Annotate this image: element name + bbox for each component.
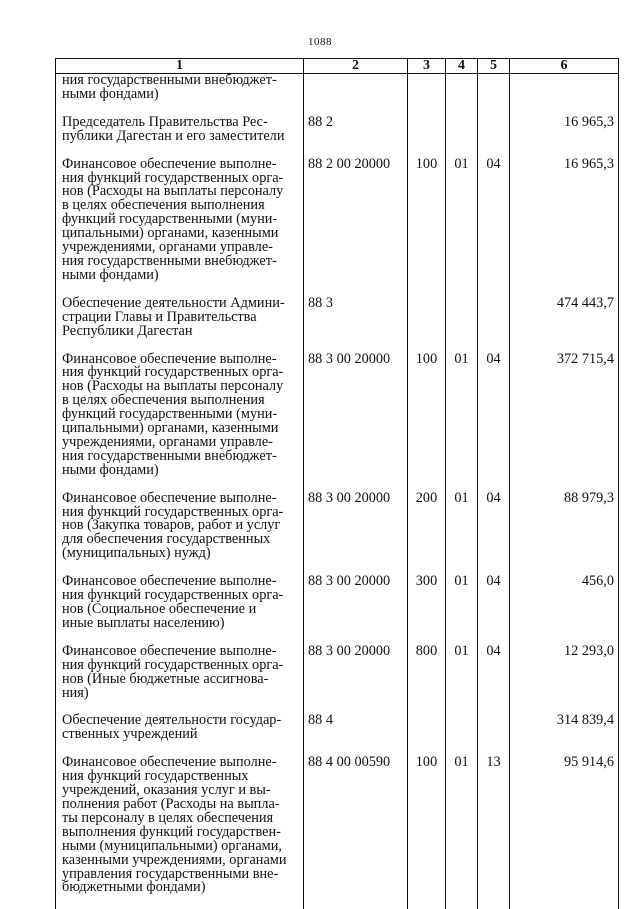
budget-table-container xyxy=(55,58,618,848)
row-amount: 372 715,4 xyxy=(510,353,619,492)
table-row xyxy=(56,714,619,756)
header-col-5: 5 xyxy=(478,59,510,74)
row-description: Председатель Правительства Рес- публики Дагестан и его заместители xyxy=(56,116,304,158)
row-expense-type: 100 xyxy=(408,353,446,492)
header-col-4: 4 xyxy=(446,59,478,74)
table-body xyxy=(56,74,619,909)
table-row xyxy=(56,116,619,158)
row-description: Финансовое обеспечение выполне- ния функций государственных учреждений, оказания услуг и вы- полнения работ (Расходы на выпла- ты персоналу в целях обеспечения выполнения функций государствен- ными (муниципальными) органами, казенными учреждениями, органами управления государственными вне- бюджетными фондами) xyxy=(56,756,304,909)
row-amount: 456,0 xyxy=(510,575,619,645)
table-row xyxy=(56,756,619,909)
row-section: 01 xyxy=(446,756,478,909)
row-subsection: 04 xyxy=(478,353,510,492)
row-section: 01 xyxy=(446,575,478,645)
row-section xyxy=(446,297,478,353)
row-subsection xyxy=(478,116,510,158)
row-description: Финансовое обеспечение выполне- ния функций государственных орга- нов (Расходы на выплаты персоналу в целях обеспечения выполнения функций государственными (муни- ципальными) органами, казенными учреждениями, органами управле- ния государственными внебюджет- ными фондами) xyxy=(56,158,304,297)
row-description: Обеспечение деятельности Админи- страции Главы и Правительства Республики Дагестан xyxy=(56,297,304,353)
table-row xyxy=(56,575,619,645)
row-code: 88 3 00 20000 xyxy=(304,575,408,645)
row-amount: 16 965,3 xyxy=(510,158,619,297)
budget-table xyxy=(55,58,619,909)
row-amount: 12 293,0 xyxy=(510,645,619,715)
page-number: 1088 xyxy=(0,36,640,48)
row-expense-type xyxy=(408,297,446,353)
row-subsection: 04 xyxy=(478,575,510,645)
header-col-3: 3 xyxy=(408,59,446,74)
row-expense-type xyxy=(408,74,446,116)
row-subsection: 13 xyxy=(478,756,510,909)
row-expense-type: 200 xyxy=(408,492,446,576)
row-amount: 314 839,4 xyxy=(510,714,619,756)
header-col-1: 1 xyxy=(56,59,304,74)
row-section xyxy=(446,714,478,756)
row-expense-type: 100 xyxy=(408,756,446,909)
row-expense-type: 100 xyxy=(408,158,446,297)
row-code: 88 3 00 20000 xyxy=(304,492,408,576)
row-amount: 95 914,6 xyxy=(510,756,619,909)
row-description: Финансовое обеспечение выполне- ния функций государственных орга- нов (Расходы на выплаты персоналу в целях обеспечения выполнения функций государственными (муни- ципальными) органами, казенными учреждениями, органами управле- ния государственными внебюджет- ными фондами) xyxy=(56,353,304,492)
row-subsection xyxy=(478,74,510,116)
row-subsection xyxy=(478,297,510,353)
row-code: 88 4 xyxy=(304,714,408,756)
row-description: Финансовое обеспечение выполне- ния функций государственных орга- нов (Иные бюджетные ассигнова- ния) xyxy=(56,645,304,715)
table-row xyxy=(56,353,619,492)
row-subsection: 04 xyxy=(478,492,510,576)
row-description: Финансовое обеспечение выполне- ния функций государственных орга- нов (Социальное обеспечение и иные выплаты населению) xyxy=(56,575,304,645)
row-section xyxy=(446,74,478,116)
table-row xyxy=(56,74,619,116)
row-expense-type: 300 xyxy=(408,575,446,645)
row-amount: 16 965,3 xyxy=(510,116,619,158)
row-code: 88 3 00 20000 xyxy=(304,645,408,715)
row-section: 01 xyxy=(446,158,478,297)
row-expense-type xyxy=(408,714,446,756)
row-description: ния государственными внебюджет- ными фондами) xyxy=(56,74,304,116)
row-section xyxy=(446,116,478,158)
row-code: 88 3 00 20000 xyxy=(304,353,408,492)
row-subsection: 04 xyxy=(478,645,510,715)
header-col-6: 6 xyxy=(510,59,619,74)
row-subsection: 04 xyxy=(478,158,510,297)
row-section: 01 xyxy=(446,353,478,492)
row-code xyxy=(304,74,408,116)
row-code: 88 2 xyxy=(304,116,408,158)
table-row xyxy=(56,645,619,715)
header-col-2: 2 xyxy=(304,59,408,74)
table-row xyxy=(56,158,619,297)
row-expense-type: 800 xyxy=(408,645,446,715)
row-expense-type xyxy=(408,116,446,158)
row-amount: 474 443,7 xyxy=(510,297,619,353)
row-code: 88 2 00 20000 xyxy=(304,158,408,297)
table-row xyxy=(56,492,619,576)
row-code: 88 3 xyxy=(304,297,408,353)
row-subsection xyxy=(478,714,510,756)
row-description: Финансовое обеспечение выполне- ния функций государственных орга- нов (Закупка товаров, работ и услуг для обеспечения государственных (муниципальных) нужд) xyxy=(56,492,304,576)
row-section: 01 xyxy=(446,492,478,576)
row-section: 01 xyxy=(446,645,478,715)
row-amount xyxy=(510,74,619,116)
row-amount: 88 979,3 xyxy=(510,492,619,576)
row-code: 88 4 00 00590 xyxy=(304,756,408,909)
row-description: Обеспечение деятельности государ- ственных учреждений xyxy=(56,714,304,756)
table-row xyxy=(56,297,619,353)
